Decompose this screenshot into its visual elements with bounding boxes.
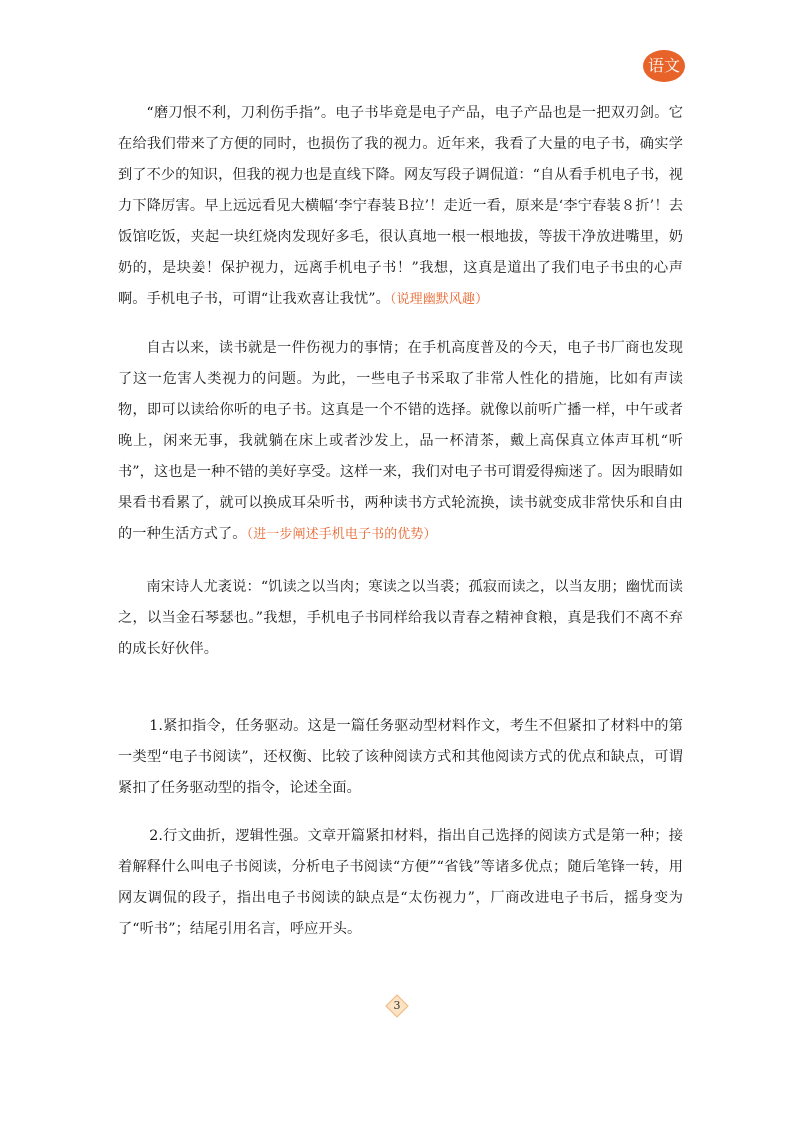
- evaluation-point-2: [118, 821, 683, 945]
- margin-comment: （说理幽默风趣）: [389, 292, 489, 307]
- evaluation-text: 1.紧扣指令，任务驱动。这是一篇任务驱动型材料作文，考生不但紧扣了材料中的第一类型“电子书阅读”，还权衡、比较了该种阅读方式和其他阅读方式的优点和缺点，可谓紧扣了任务驱动型的指令，论述全面。: [118, 718, 683, 796]
- evaluation-point-1: [118, 711, 683, 804]
- margin-comment: （进一步阐述手机电子书的优势）: [246, 527, 437, 542]
- essay-paragraph-1: [118, 98, 683, 315]
- essay-paragraph-2: [118, 333, 683, 550]
- paragraph-text: 南宋诗人尤袤说：“饥读之以当肉；寒读之以当裘；孤寂而读之，以当友朋；幽忧而读之，以当金石琴瑟也。”我想，手机电子书同样给我以青春之精神食粮，真是我们不离不弃的成长好伙伴。: [118, 579, 683, 657]
- subject-badge: 语文: [643, 50, 685, 82]
- essay-body: [118, 98, 683, 665]
- page-number: 3: [393, 999, 401, 1012]
- essay-paragraph-3: [118, 572, 683, 665]
- evaluation-text: 2.行文曲折，逻辑性强。文章开篇紧扣材料，指出自己选择的阅读方式是第一种；接着解释什么叫电子书阅读，分析电子书阅读“方便”“省钱”等诸多优点；随后笔锋一转，用网友调侃的段子，指出电子书阅读的缺点是“太伤视力”，厂商改进电子书后，摇身变为了“听书”；结尾引用名言，呼应开头。: [118, 828, 683, 937]
- page-number-badge: [385, 994, 409, 1018]
- paragraph-text: “磨刀恨不利，刀利伤手指”。电子书毕竟是电子产品，电子产品也是一把双刃剑。它在给我们带来了方便的同时，也损伤了我的视力。近年来，我看了大量的电子书，确实学到了不少的知识，但我的视力也是直线下降。网友写段子调侃道：“自从看手机电子书，视力下降厉害。早上远远看见大横幅‘李宁春装Ｂ拉’！走近一看，原来是‘李宁春装８折’！去饭馆吃饭，夹起一块红烧肉发现好多毛，很认真地一根一根地拔，等拔干净放进嘴里，奶奶的，是块姜！保护视力，远离手机电子书！”我想，这真是道出了我们电子书虫的心声啊。手机电子书，可谓“让我欢喜让我忧”。: [118, 105, 683, 307]
- paragraph-text: 自古以来，读书就是一件伤视力的事情；在手机高度普及的今天，电子书厂商也发现了这一危害人类视力的问题。为此，一些电子书采取了非常人性化的措施，比如有声读物，即可以读给你听的电子书。这真是一个不错的选择。就像以前听广播一样，中午或者晚上，闲来无事，我就躺在床上或者沙发上，品一杯清茶，戴上高保真立体声耳机“听书”，这也是一种不错的美好享受。这样一来，我们对电子书可谓爱得痴迷了。因为眼睛如果看书看累了，就可以换成耳朵听书，两种读书方式轮流换，读书就变成非常快乐和自由的一种生活方式了。: [118, 340, 683, 542]
